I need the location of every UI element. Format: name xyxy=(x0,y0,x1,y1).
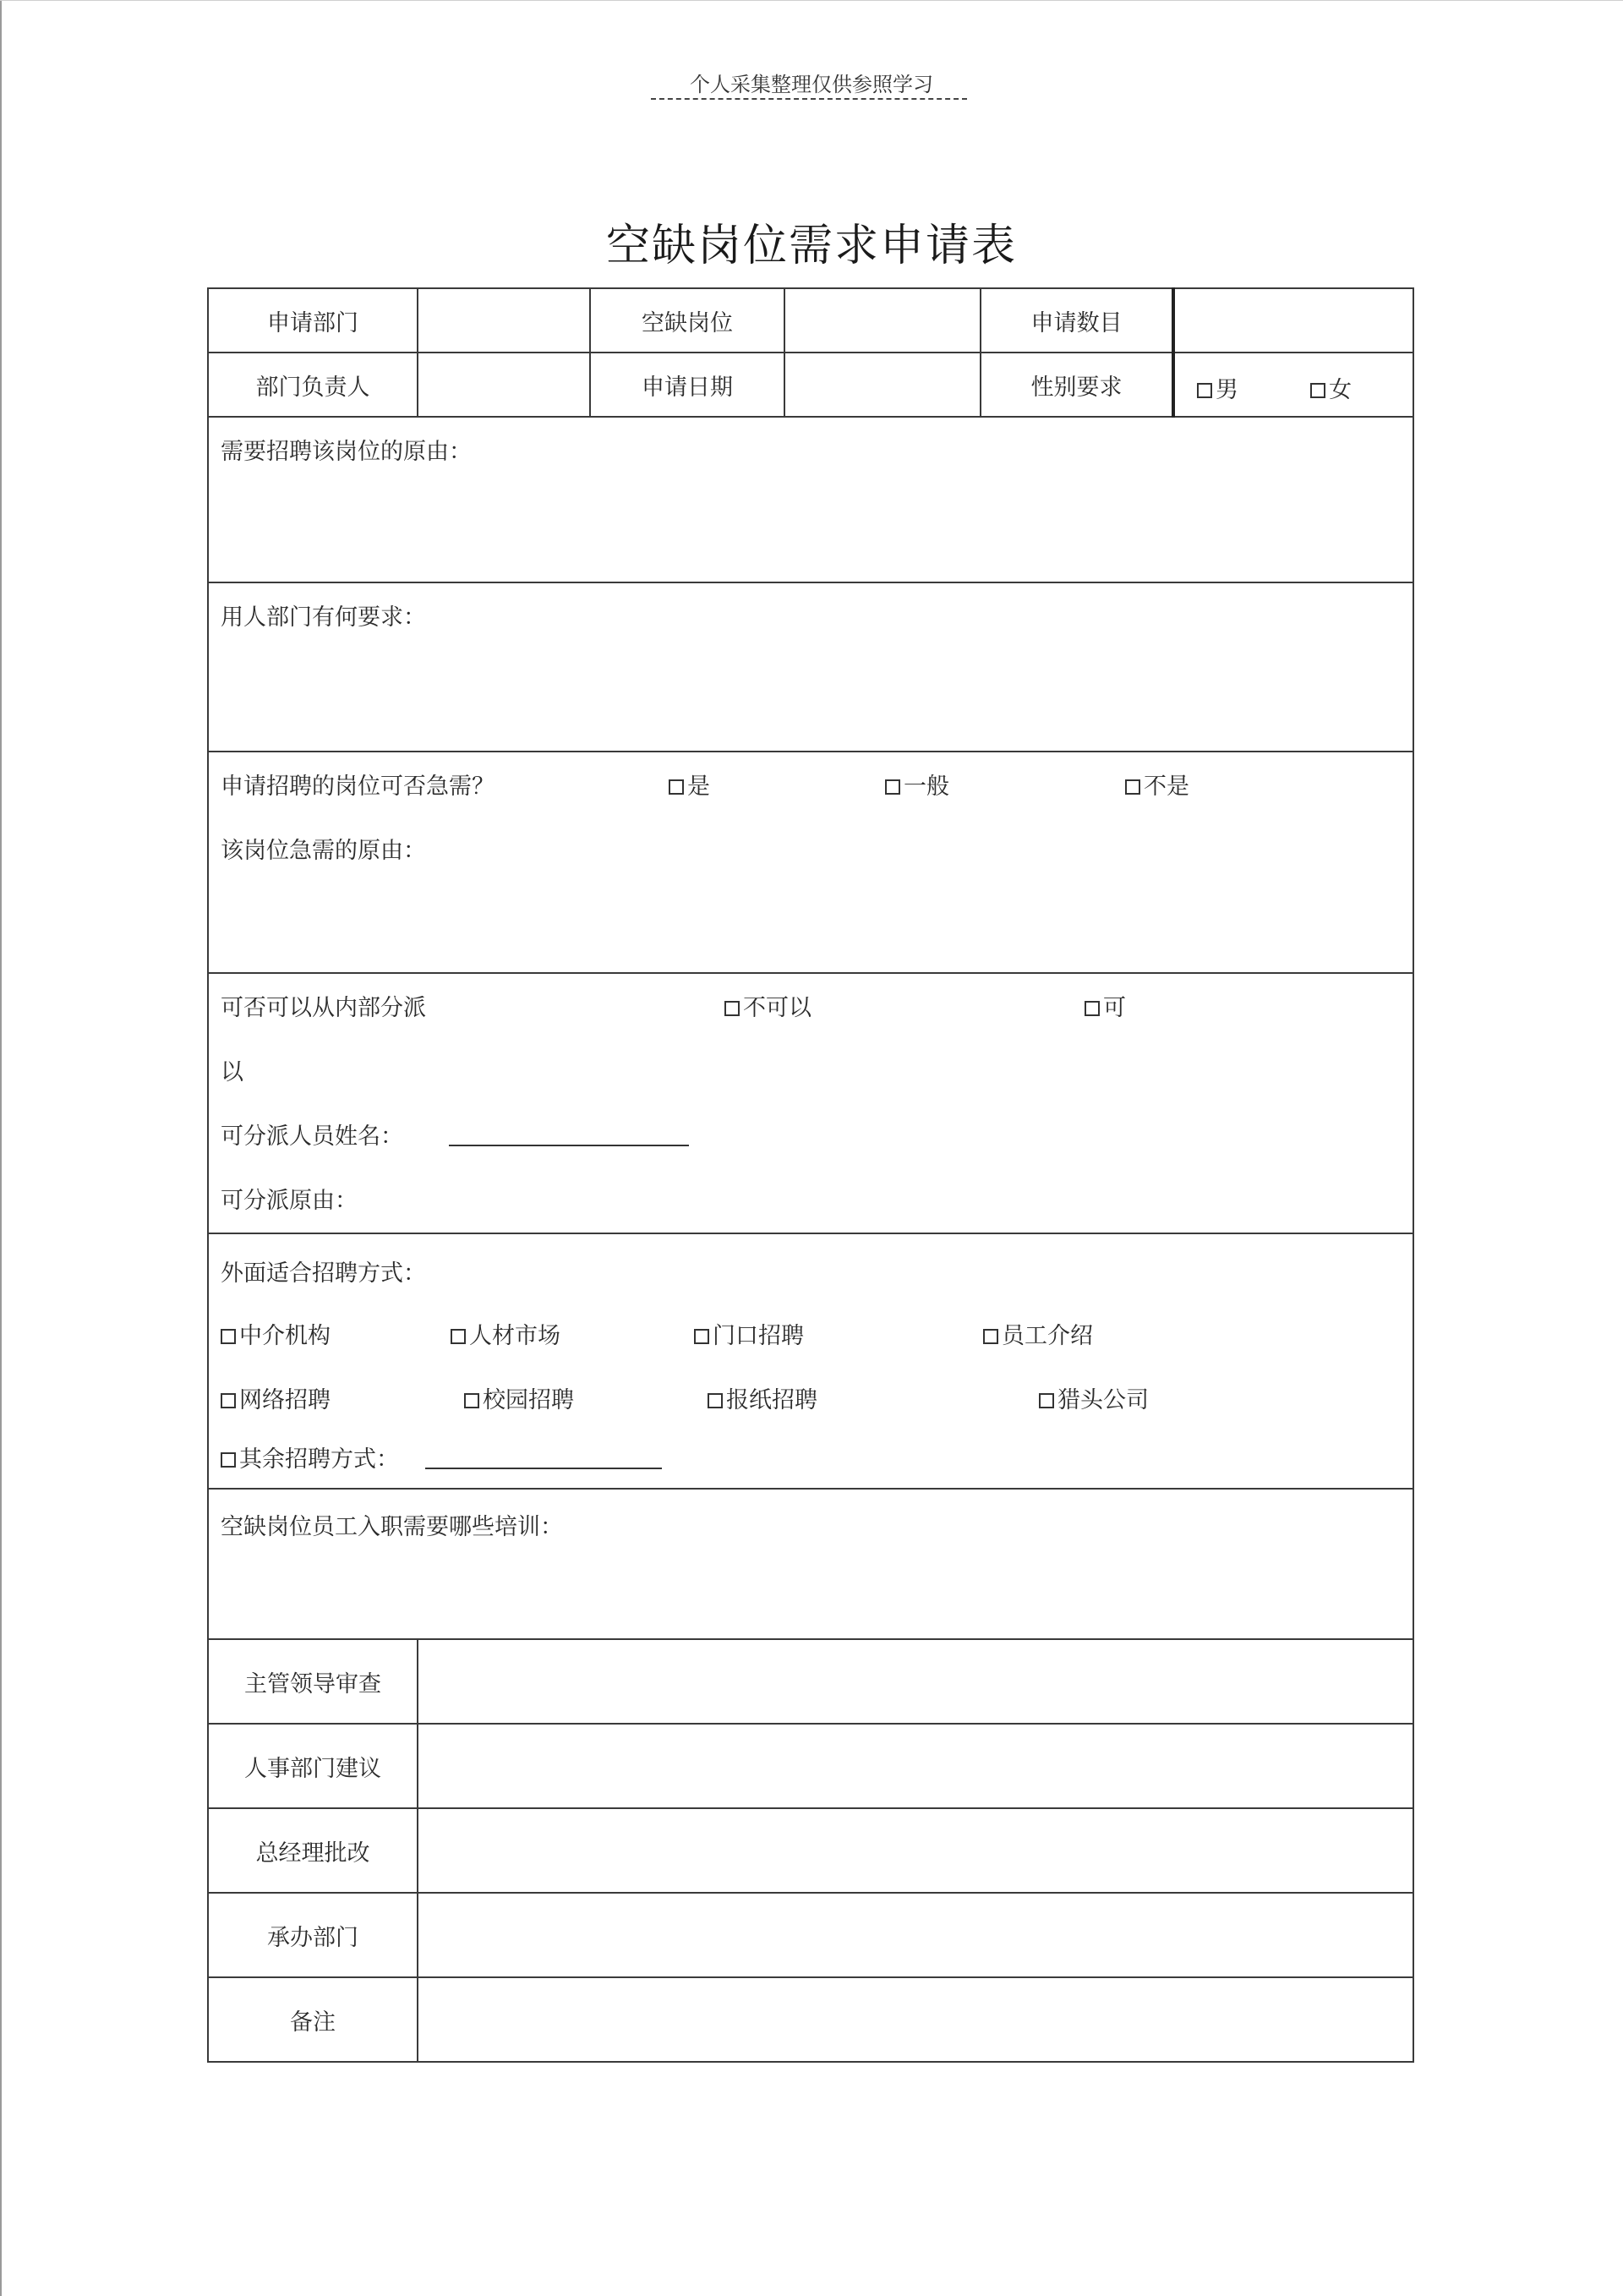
urgency-reason-label: 该岗位急需的原由： xyxy=(221,838,426,864)
checkbox-icon[interactable] xyxy=(221,1393,236,1408)
approval-row-hr xyxy=(208,1724,1413,1808)
urgency-normal-label: 一般 xyxy=(904,774,949,800)
internal-assignment-cell xyxy=(208,973,1413,1233)
count-label: 申请数目 xyxy=(981,288,1173,353)
approval-input-handling-dept[interactable] xyxy=(418,1893,1413,1977)
assignment-reason-label: 可分派原由： xyxy=(221,1188,358,1214)
method-agency[interactable] xyxy=(221,1317,331,1350)
method-newspaper[interactable] xyxy=(708,1381,817,1414)
checkbox-icon[interactable] xyxy=(221,1329,236,1344)
reason-row xyxy=(208,417,1413,582)
approval-label-hr: 人事部门建议 xyxy=(208,1724,418,1808)
method-headhunter[interactable] xyxy=(1039,1381,1149,1414)
training-row xyxy=(208,1489,1413,1639)
checkbox-icon[interactable] xyxy=(885,779,900,795)
checkbox-icon[interactable] xyxy=(221,1452,236,1468)
urgency-option-normal[interactable] xyxy=(885,768,949,801)
urgency-row xyxy=(208,752,1413,973)
approval-row-gm xyxy=(208,1808,1413,1893)
gender-label: 性别要求 xyxy=(981,353,1173,417)
approval-row-supervisor xyxy=(208,1639,1413,1724)
internal-assignment-row xyxy=(208,973,1413,1233)
method-other-blank[interactable] xyxy=(425,1468,662,1469)
checkbox-icon[interactable] xyxy=(464,1393,479,1408)
approval-input-gm[interactable] xyxy=(418,1808,1413,1893)
header-rule xyxy=(651,98,967,100)
method-label: 报纸招聘 xyxy=(726,1387,817,1413)
method-label: 中介机构 xyxy=(239,1323,331,1349)
header-note: 个人采集整理仅供参照学习 xyxy=(690,73,933,96)
method-label: 员工介绍 xyxy=(1002,1323,1093,1349)
approval-label-gm: 总经理批改 xyxy=(208,1808,418,1893)
internal-question: 可否可以从内部分派 xyxy=(221,995,426,1021)
page-edge-top xyxy=(0,0,1623,1)
checkbox-icon[interactable] xyxy=(708,1393,723,1408)
checkbox-icon[interactable] xyxy=(1039,1393,1054,1408)
method-talent-market[interactable] xyxy=(451,1317,560,1350)
approval-input-hr[interactable] xyxy=(418,1724,1413,1808)
form-row-2 xyxy=(208,353,1413,417)
gender-male-label: 男 xyxy=(1216,377,1238,403)
date-label: 申请日期 xyxy=(590,353,784,417)
approval-row-remarks xyxy=(208,1977,1413,2062)
checkbox-icon[interactable] xyxy=(724,1001,740,1016)
gender-option-male[interactable] xyxy=(1197,371,1238,404)
approval-label-handling-dept: 承办部门 xyxy=(208,1893,418,1977)
approval-row-handling-dept xyxy=(208,1893,1413,1977)
external-label: 外面适合招聘方式： xyxy=(221,1260,426,1287)
checkbox-icon[interactable] xyxy=(1310,383,1325,398)
checkbox-icon[interactable] xyxy=(983,1329,998,1344)
assignee-names-blank[interactable] xyxy=(449,1145,689,1146)
checkbox-icon[interactable] xyxy=(451,1329,466,1344)
method-referral[interactable] xyxy=(983,1317,1093,1350)
reason-label: 需要招聘该岗位的原由： xyxy=(221,439,472,465)
approval-label-supervisor: 主管领导审查 xyxy=(208,1639,418,1724)
method-campus[interactable] xyxy=(464,1381,574,1414)
internal-wrap-text: 以 xyxy=(221,1059,243,1085)
checkbox-icon[interactable] xyxy=(694,1329,709,1344)
approval-input-remarks[interactable] xyxy=(418,1977,1413,2062)
page-edge xyxy=(0,0,2,2296)
method-online[interactable] xyxy=(221,1381,331,1414)
dept-input-cell[interactable] xyxy=(418,288,590,353)
position-label: 空缺岗位 xyxy=(590,288,784,353)
internal-option-yes[interactable] xyxy=(1085,989,1126,1022)
urgency-cell xyxy=(208,752,1413,973)
assignee-names-label: 可分派人员姓名： xyxy=(221,1123,403,1150)
checkbox-icon[interactable] xyxy=(1085,1001,1100,1016)
dept-label: 申请部门 xyxy=(208,288,418,353)
method-label: 人材市场 xyxy=(469,1323,560,1349)
urgency-no-label: 不是 xyxy=(1144,774,1189,800)
form-row-1 xyxy=(208,288,1413,353)
gender-female-label: 女 xyxy=(1329,377,1352,403)
gender-option-female[interactable] xyxy=(1310,371,1352,404)
method-label: 猎头公司 xyxy=(1057,1387,1149,1413)
count-input-cell[interactable] xyxy=(1173,288,1413,353)
external-recruitment-cell xyxy=(208,1233,1413,1489)
application-form-table xyxy=(207,287,1414,2063)
dept-head-label: 部门负责人 xyxy=(208,353,418,417)
internal-no-label: 不可以 xyxy=(743,995,812,1021)
training-label: 空缺岗位员工入职需要哪些培训： xyxy=(221,1514,563,1540)
dept-head-input-cell[interactable] xyxy=(418,353,590,417)
requirement-row xyxy=(208,582,1413,752)
date-input-cell[interactable] xyxy=(784,353,981,417)
training-cell[interactable] xyxy=(208,1489,1413,1639)
method-label: 校园招聘 xyxy=(483,1387,574,1413)
checkbox-icon[interactable] xyxy=(1197,383,1212,398)
urgency-yes-label: 是 xyxy=(687,774,710,800)
approval-input-supervisor[interactable] xyxy=(418,1639,1413,1724)
position-input-cell[interactable] xyxy=(784,288,981,353)
checkbox-icon[interactable] xyxy=(1125,779,1140,795)
method-door-recruit[interactable] xyxy=(694,1317,804,1350)
urgency-option-no[interactable] xyxy=(1125,768,1189,801)
reason-cell[interactable] xyxy=(208,417,1413,582)
external-recruitment-row xyxy=(208,1233,1413,1489)
method-other-label: 其余招聘方式： xyxy=(239,1446,399,1473)
gender-options-cell xyxy=(1173,353,1413,417)
method-label: 门口招聘 xyxy=(713,1323,804,1349)
urgency-option-yes[interactable] xyxy=(669,768,710,801)
requirement-label: 用人部门有何要求： xyxy=(221,604,426,631)
checkbox-icon[interactable] xyxy=(669,779,684,795)
requirement-cell[interactable] xyxy=(208,582,1413,752)
approval-label-remarks: 备注 xyxy=(208,1977,418,2062)
internal-option-no[interactable] xyxy=(724,989,812,1022)
method-label: 网络招聘 xyxy=(239,1387,331,1413)
urgency-question: 申请招聘的岗位可否急需？ xyxy=(221,774,495,800)
method-other[interactable] xyxy=(221,1440,399,1473)
form-title: 空缺岗位需求申请表 xyxy=(605,221,1017,271)
internal-yes-label: 可 xyxy=(1103,995,1126,1021)
